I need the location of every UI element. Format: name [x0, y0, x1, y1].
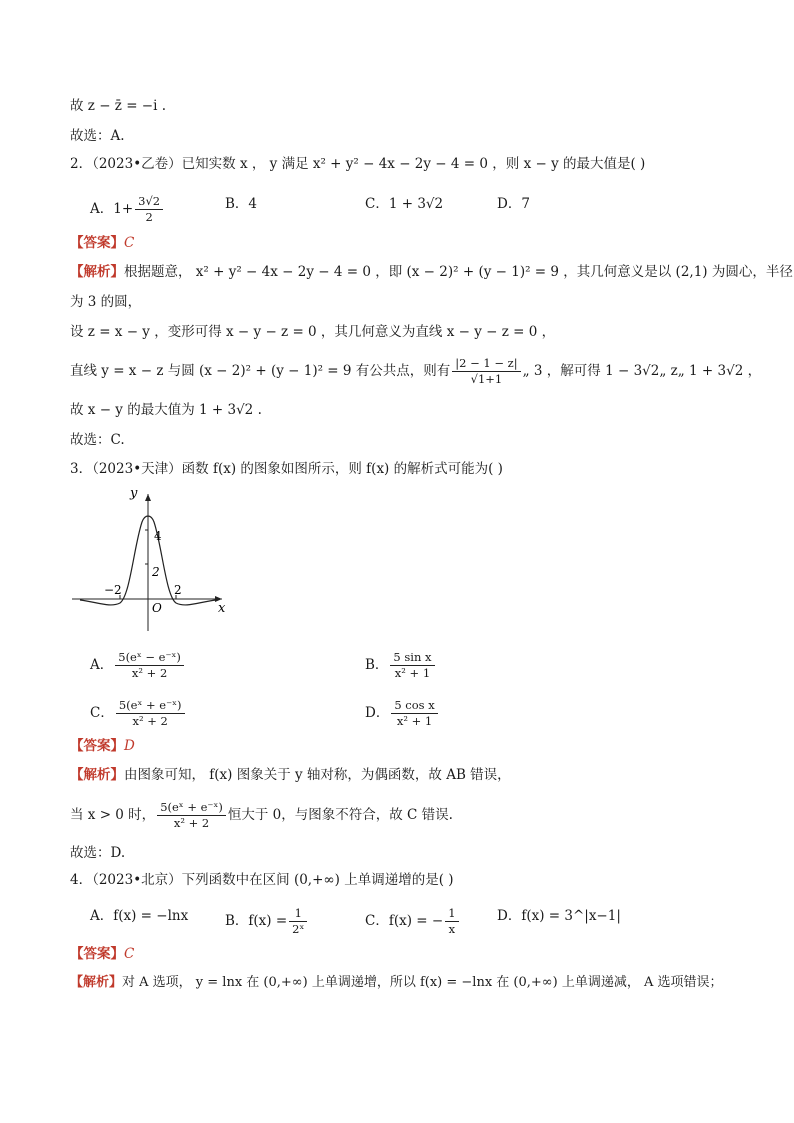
q3-stem: 3．（2023•天津）函数 f(x) 的图象如图所示，则 f(x) 的解析式可能为( ): [70, 461, 503, 477]
q2-option-c: C．1 + 3√2: [365, 196, 444, 212]
q3-option-a: A． $\frac{\text{5(eˣ − e⁻ˣ)}}{\text{x² + 2}}$: [90, 650, 186, 681]
origin-label: O: [152, 601, 162, 615]
q2-option-a: A．1+ $\frac{3√2}{2}$: [90, 194, 165, 225]
tick-label-4: 4: [154, 529, 162, 543]
q4-option-d: D．f(x) = 3^|x−1|: [497, 908, 621, 924]
q4-answer: 【答案】C: [70, 946, 135, 962]
q1-conclusion-line: 故 z − z̄ = −i .: [70, 98, 167, 114]
q4-analysis-line1: 【解析】对 A 选项， y = lnx 在 (0,+∞) 上单调递增，所以 f(x) = −lnx 在 (0,+∞) 上单调递减， A 选项错误；: [70, 975, 723, 990]
q1-choice-line: 故选：A.: [70, 128, 125, 144]
q4-option-b: B．f(x) = $\frac{1}{\text{2ˣ}}$: [225, 906, 309, 937]
q3-conclusion: 故选：D.: [70, 845, 126, 861]
q3-analysis-line2: 当 x > 0 时， $\frac{\text{5(eˣ + e⁻ˣ)}}{\text{x² + 2}}$ 恒大于 0，与图象不符合，故 C 错误.: [70, 800, 453, 830]
q3-option-d: D． $\frac{\text{5 cos x}}{\text{x² + 1}}$: [365, 698, 440, 729]
q3-answer: 【答案】D: [70, 738, 135, 754]
y-axis-arrow-icon: [145, 494, 151, 501]
tick-label-2: 2: [152, 565, 160, 579]
q4-option-a: A．f(x) = −lnx: [90, 908, 189, 924]
q2-answer: 【答案】C: [70, 235, 135, 251]
tick-label-pos2: 2: [174, 583, 182, 597]
q3-analysis-line1: 【解析】由图象可知， f(x) 图象关于 y 轴对称，为偶函数，故 AB 错误，: [70, 767, 511, 783]
q2-analysis-line1: 【解析】根据题意， x² + y² − 4x − 2y − 4 = 0 ，即 (x − 2)² + (y − 1)² = 9 ，其几何意义是以 (2,1) 为圆心，半径: [70, 264, 793, 280]
q4-option-c: C．f(x) = − $\frac{1}{x}$: [365, 906, 461, 937]
q3-function-graph: [72, 486, 232, 636]
q2-analysis-line4: 直线 y = x − z 与圆 (x − 2)² + (y − 1)² = 9 有公共点，则有 $\frac{|2 - 1 - z|}{√1+1}$ „ 3 ，解可得 1 − 3√2„ z„ 1 + 3√2 ，: [70, 356, 762, 386]
q4-stem: 4．（2023•北京）下列函数中在区间 (0,+∞) 上单调递增的是( ): [70, 872, 454, 888]
y-axis-label: y: [130, 486, 138, 501]
q2-analysis-line5: 故 x − y 的最大值为 1 + 3√2 .: [70, 402, 262, 418]
tick-label-neg2: −2: [104, 583, 122, 597]
q2-analysis-line2: 为 3 的圆，: [70, 294, 142, 310]
q2-option-b: B．4: [225, 196, 258, 212]
q2-conclusion: 故选：C.: [70, 432, 125, 448]
q3-option-c: C． $\frac{\text{5(eˣ + e⁻ˣ)}}{\text{x² + 2}}$: [90, 698, 187, 729]
q3-option-b: B． $\frac{\text{5 sin x}}{\text{x² + 1}}$: [365, 650, 437, 681]
q2-option-d: D．7: [497, 196, 530, 212]
x-axis-label: x: [218, 601, 226, 616]
q2-analysis-line3: 设 z = x − y ，变形可得 x − y − z = 0 ，其几何意义为直线 x − y − z = 0 ，: [70, 324, 556, 340]
q2-stem: 2．（2023•乙卷）已知实数 x ， y 满足 x² + y² − 4x − 2y − 4 = 0 ，则 x − y 的最大值是( ): [70, 156, 646, 172]
